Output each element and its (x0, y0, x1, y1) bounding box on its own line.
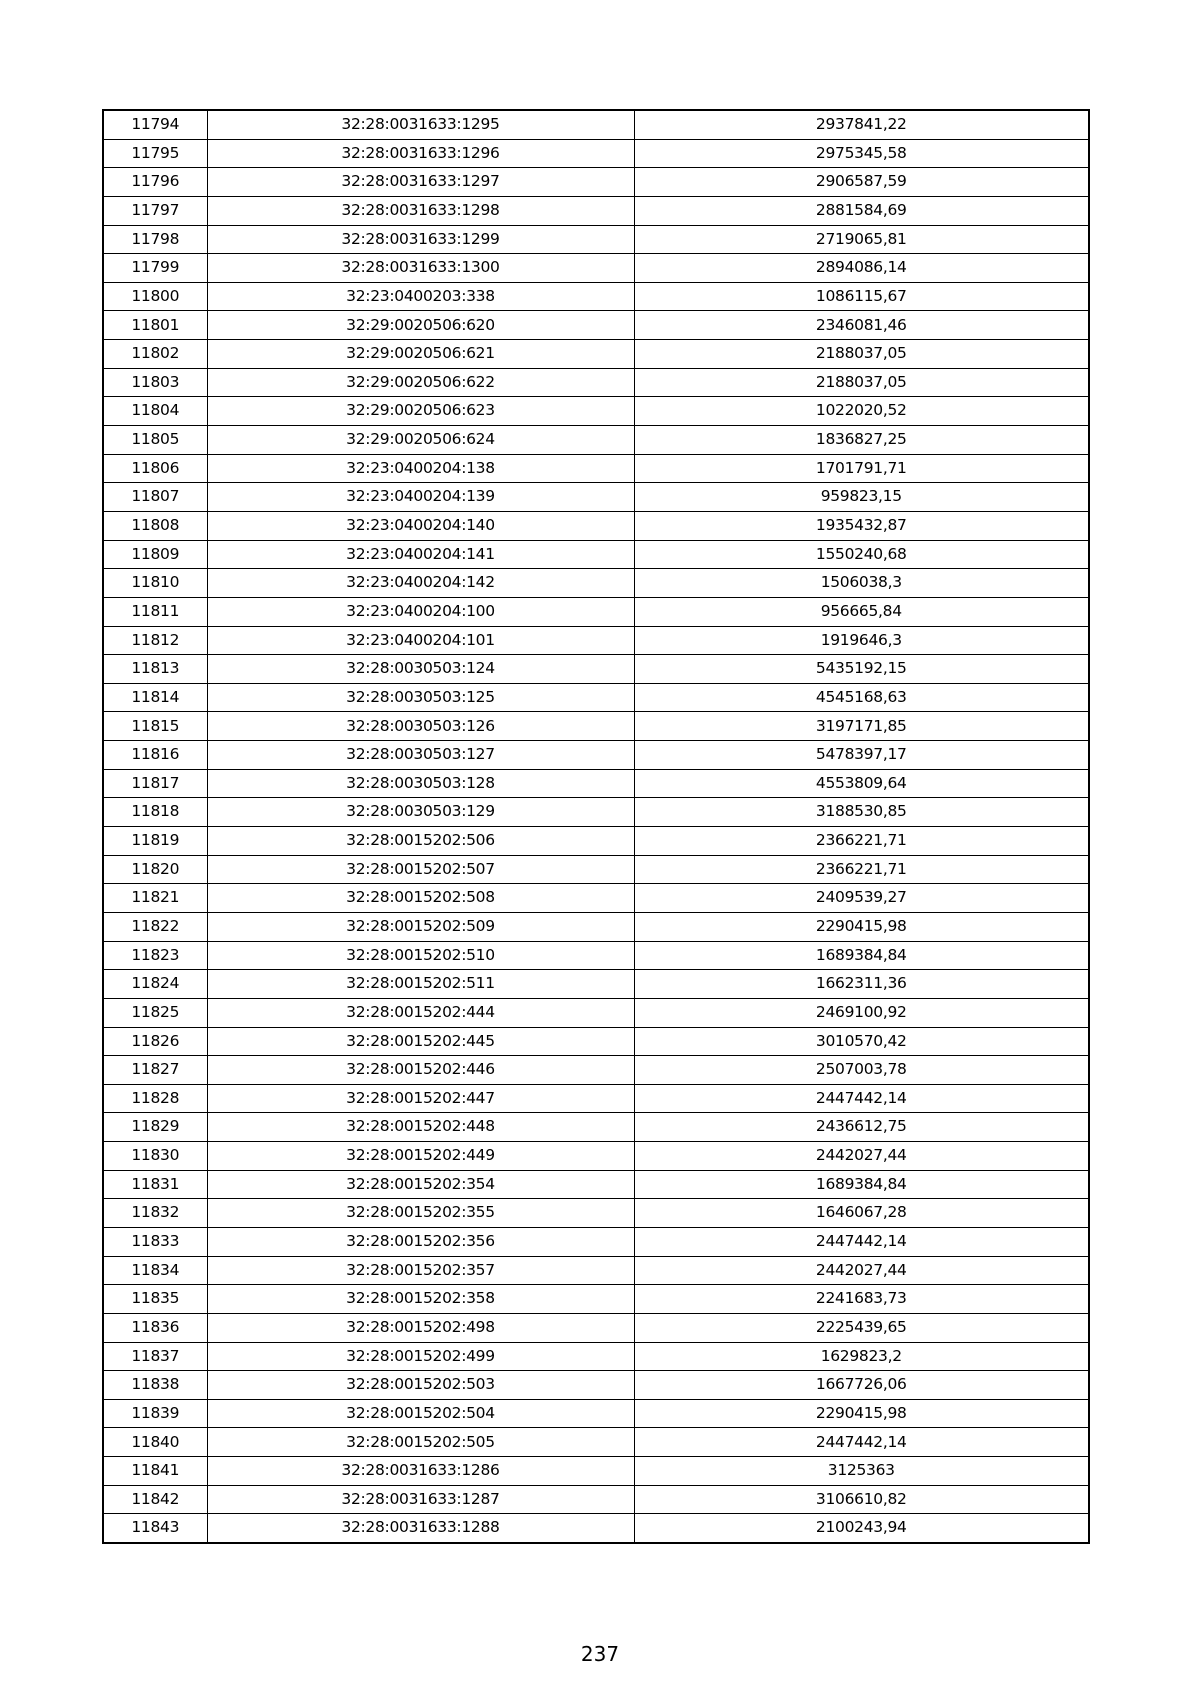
cadastral-number-cell: 32:28:0030503:129 (207, 798, 634, 827)
cadastral-number-cell: 32:28:0015202:503 (207, 1371, 634, 1400)
row-number-cell: 11842 (103, 1485, 207, 1514)
cadastral-number-cell: 32:28:0031633:1300 (207, 254, 634, 283)
table-row (103, 626, 1089, 655)
cadastral-value-cell: 2719065,81 (634, 225, 1089, 254)
row-number-cell: 11832 (103, 1199, 207, 1228)
cadastral-value-cell: 959823,15 (634, 483, 1089, 512)
cadastral-number-cell: 32:28:0031633:1298 (207, 196, 634, 225)
cadastral-number-cell: 32:23:0400203:338 (207, 282, 634, 311)
cadastral-value-cell: 2937841,22 (634, 110, 1089, 139)
cadastral-number-cell: 32:23:0400204:101 (207, 626, 634, 655)
cadastral-number-cell: 32:28:0031633:1295 (207, 110, 634, 139)
table-row (103, 1399, 1089, 1428)
cadastral-number-cell: 32:28:0015202:444 (207, 998, 634, 1027)
table-body (103, 110, 1089, 1543)
cadastral-number-cell: 32:28:0030503:128 (207, 769, 634, 798)
table-row (103, 998, 1089, 1027)
row-number-cell: 11803 (103, 368, 207, 397)
cadastral-number-cell: 32:23:0400204:140 (207, 511, 634, 540)
cadastral-number-cell: 32:28:0015202:499 (207, 1342, 634, 1371)
cadastral-value-cell: 2100243,94 (634, 1514, 1089, 1543)
table-row (103, 1428, 1089, 1457)
table-row (103, 511, 1089, 540)
table-row (103, 1199, 1089, 1228)
row-number-cell: 11813 (103, 655, 207, 684)
cadastral-number-cell: 32:23:0400204:139 (207, 483, 634, 512)
table-row (103, 597, 1089, 626)
cadastral-number-cell: 32:28:0015202:508 (207, 884, 634, 913)
cadastral-number-cell: 32:28:0015202:449 (207, 1142, 634, 1171)
cadastral-value-cell: 5478397,17 (634, 741, 1089, 770)
table-row (103, 311, 1089, 340)
table-row (103, 970, 1089, 999)
cadastral-number-cell: 32:28:0015202:511 (207, 970, 634, 999)
table-row (103, 1313, 1089, 1342)
cadastral-number-cell: 32:28:0015202:505 (207, 1428, 634, 1457)
cadastral-value-cell: 1689384,84 (634, 1170, 1089, 1199)
cadastral-number-cell: 32:28:0015202:510 (207, 941, 634, 970)
row-number-cell: 11834 (103, 1256, 207, 1285)
cadastral-value-cell: 1836827,25 (634, 426, 1089, 455)
table-row (103, 1084, 1089, 1113)
cadastral-value-cell: 2346081,46 (634, 311, 1089, 340)
row-number-cell: 11805 (103, 426, 207, 455)
row-number-cell: 11801 (103, 311, 207, 340)
cadastral-number-cell: 32:28:0030503:126 (207, 712, 634, 741)
row-number-cell: 11794 (103, 110, 207, 139)
cadastral-number-cell: 32:28:0015202:446 (207, 1056, 634, 1085)
row-number-cell: 11829 (103, 1113, 207, 1142)
table-row (103, 941, 1089, 970)
cadastral-value-cell: 3197171,85 (634, 712, 1089, 741)
table-row (103, 483, 1089, 512)
cadastral-number-cell: 32:29:0020506:623 (207, 397, 634, 426)
cadastral-value-cell: 2188037,05 (634, 340, 1089, 369)
cadastral-number-cell: 32:23:0400204:138 (207, 454, 634, 483)
row-number-cell: 11808 (103, 511, 207, 540)
table-row (103, 426, 1089, 455)
cadastral-number-cell: 32:28:0030503:127 (207, 741, 634, 770)
table-row (103, 1256, 1089, 1285)
row-number-cell: 11824 (103, 970, 207, 999)
row-number-cell: 11816 (103, 741, 207, 770)
row-number-cell: 11800 (103, 282, 207, 311)
table-row (103, 769, 1089, 798)
row-number-cell: 11802 (103, 340, 207, 369)
cadastral-value-cell: 1646067,28 (634, 1199, 1089, 1228)
row-number-cell: 11826 (103, 1027, 207, 1056)
table-row (103, 368, 1089, 397)
row-number-cell: 11810 (103, 569, 207, 598)
row-number-cell: 11807 (103, 483, 207, 512)
row-number-cell: 11835 (103, 1285, 207, 1314)
table-row (103, 540, 1089, 569)
cadastral-value-cell: 1667726,06 (634, 1371, 1089, 1400)
row-number-cell: 11823 (103, 941, 207, 970)
table-row (103, 454, 1089, 483)
table-row (103, 741, 1089, 770)
row-number-cell: 11815 (103, 712, 207, 741)
row-number-cell: 11818 (103, 798, 207, 827)
table-row (103, 1285, 1089, 1314)
cadastral-value-cell: 1662311,36 (634, 970, 1089, 999)
table-row (103, 1170, 1089, 1199)
table-row (103, 168, 1089, 197)
cadastral-value-cell: 2442027,44 (634, 1256, 1089, 1285)
cadastral-number-cell: 32:28:0031633:1299 (207, 225, 634, 254)
row-number-cell: 11822 (103, 912, 207, 941)
cadastral-number-cell: 32:28:0015202:358 (207, 1285, 634, 1314)
cadastral-number-cell: 32:28:0031633:1287 (207, 1485, 634, 1514)
cadastral-number-cell: 32:28:0031633:1288 (207, 1514, 634, 1543)
row-number-cell: 11820 (103, 855, 207, 884)
row-number-cell: 11838 (103, 1371, 207, 1400)
cadastral-value-cell: 1506038,3 (634, 569, 1089, 598)
row-number-cell: 11839 (103, 1399, 207, 1428)
table-row (103, 340, 1089, 369)
cadastral-value-cell: 3188530,85 (634, 798, 1089, 827)
cadastral-value-cell: 2366221,71 (634, 827, 1089, 856)
cadastral-value-cell: 1701791,71 (634, 454, 1089, 483)
cadastral-number-cell: 32:28:0031633:1296 (207, 139, 634, 168)
cadastral-value-cell: 1629823,2 (634, 1342, 1089, 1371)
page-number: 237 (580, 1642, 620, 1666)
table-row (103, 1113, 1089, 1142)
cadastral-number-cell: 32:29:0020506:624 (207, 426, 634, 455)
cadastral-number-cell: 32:28:0015202:354 (207, 1170, 634, 1199)
table-row (103, 1457, 1089, 1486)
cadastral-value-cell: 3125363 (634, 1457, 1089, 1486)
cadastral-value-cell: 2290415,98 (634, 1399, 1089, 1428)
cadastral-value-cell: 3106610,82 (634, 1485, 1089, 1514)
cadastral-number-cell: 32:23:0400204:100 (207, 597, 634, 626)
cadastral-value-cell: 2975345,58 (634, 139, 1089, 168)
table-row (103, 1027, 1089, 1056)
cadastral-value-cell: 2409539,27 (634, 884, 1089, 913)
cadastral-number-cell: 32:28:0015202:357 (207, 1256, 634, 1285)
row-number-cell: 11837 (103, 1342, 207, 1371)
cadastral-value-cell: 2241683,73 (634, 1285, 1089, 1314)
cadastral-number-cell: 32:28:0015202:506 (207, 827, 634, 856)
row-number-cell: 11833 (103, 1227, 207, 1256)
table-row (103, 225, 1089, 254)
row-number-cell: 11841 (103, 1457, 207, 1486)
table-row (103, 655, 1089, 684)
row-number-cell: 11817 (103, 769, 207, 798)
row-number-cell: 11796 (103, 168, 207, 197)
cadastral-value-cell: 2894086,14 (634, 254, 1089, 283)
table-row (103, 196, 1089, 225)
row-number-cell: 11795 (103, 139, 207, 168)
cadastral-value-cell: 2507003,78 (634, 1056, 1089, 1085)
cadastral-value-cell: 2366221,71 (634, 855, 1089, 884)
row-number-cell: 11831 (103, 1170, 207, 1199)
cadastral-value-cell: 1550240,68 (634, 540, 1089, 569)
cadastral-number-cell: 32:28:0030503:125 (207, 683, 634, 712)
cadastral-number-cell: 32:28:0015202:355 (207, 1199, 634, 1228)
cadastral-number-cell: 32:28:0030503:124 (207, 655, 634, 684)
table-row (103, 139, 1089, 168)
cadastral-number-cell: 32:28:0015202:448 (207, 1113, 634, 1142)
cadastral-number-cell: 32:28:0031633:1297 (207, 168, 634, 197)
row-number-cell: 11828 (103, 1084, 207, 1113)
row-number-cell: 11812 (103, 626, 207, 655)
cadastral-number-cell: 32:23:0400204:141 (207, 540, 634, 569)
row-number-cell: 11797 (103, 196, 207, 225)
cadastral-value-cell: 3010570,42 (634, 1027, 1089, 1056)
table-row (103, 683, 1089, 712)
table-row (103, 254, 1089, 283)
cadastral-value-cell: 2436612,75 (634, 1113, 1089, 1142)
cadastral-number-cell: 32:28:0015202:504 (207, 1399, 634, 1428)
table-row (103, 1485, 1089, 1514)
cadastral-value-cell: 2447442,14 (634, 1084, 1089, 1113)
cadastral-value-cell: 4545168,63 (634, 683, 1089, 712)
table-row (103, 855, 1089, 884)
cadastral-value-cell: 2447442,14 (634, 1227, 1089, 1256)
cadastral-value-cell: 4553809,64 (634, 769, 1089, 798)
table-row (103, 1514, 1089, 1543)
table-row (103, 912, 1089, 941)
cadastral-number-cell: 32:28:0015202:447 (207, 1084, 634, 1113)
cadastral-value-cell: 2881584,69 (634, 196, 1089, 225)
row-number-cell: 11827 (103, 1056, 207, 1085)
row-number-cell: 11804 (103, 397, 207, 426)
cadastral-number-cell: 32:29:0020506:620 (207, 311, 634, 340)
cadastral-value-cell: 2225439,65 (634, 1313, 1089, 1342)
row-number-cell: 11819 (103, 827, 207, 856)
cadastral-value-cell: 5435192,15 (634, 655, 1089, 684)
table-row (103, 569, 1089, 598)
table-row (103, 712, 1089, 741)
table-row (103, 1227, 1089, 1256)
row-number-cell: 11809 (103, 540, 207, 569)
cadastral-number-cell: 32:28:0015202:356 (207, 1227, 634, 1256)
row-number-cell: 11825 (103, 998, 207, 1027)
row-number-cell: 11799 (103, 254, 207, 283)
cadastral-number-cell: 32:23:0400204:142 (207, 569, 634, 598)
row-number-cell: 11811 (103, 597, 207, 626)
cadastral-value-cell: 1935432,87 (634, 511, 1089, 540)
table-row (103, 1371, 1089, 1400)
cadastral-number-cell: 32:28:0015202:507 (207, 855, 634, 884)
table-row (103, 1342, 1089, 1371)
row-number-cell: 11843 (103, 1514, 207, 1543)
row-number-cell: 11821 (103, 884, 207, 913)
cadastral-value-cell: 2188037,05 (634, 368, 1089, 397)
cadastral-number-cell: 32:28:0031633:1286 (207, 1457, 634, 1486)
table-row (103, 1056, 1089, 1085)
cadastral-value-cell: 1086115,67 (634, 282, 1089, 311)
cadastral-number-cell: 32:28:0015202:445 (207, 1027, 634, 1056)
cadastral-value-table (102, 109, 1090, 1544)
table-row (103, 110, 1089, 139)
cadastral-value-cell: 1022020,52 (634, 397, 1089, 426)
cadastral-value-cell: 2469100,92 (634, 998, 1089, 1027)
row-number-cell: 11840 (103, 1428, 207, 1457)
row-number-cell: 11806 (103, 454, 207, 483)
row-number-cell: 11836 (103, 1313, 207, 1342)
cadastral-value-cell: 1689384,84 (634, 941, 1089, 970)
cadastral-value-cell: 1919646,3 (634, 626, 1089, 655)
cadastral-number-cell: 32:29:0020506:622 (207, 368, 634, 397)
row-number-cell: 11830 (103, 1142, 207, 1171)
cadastral-value-cell: 2290415,98 (634, 912, 1089, 941)
cadastral-value-cell: 2906587,59 (634, 168, 1089, 197)
cadastral-value-cell: 956665,84 (634, 597, 1089, 626)
table-row (103, 884, 1089, 913)
cadastral-number-cell: 32:28:0015202:509 (207, 912, 634, 941)
table-row (103, 827, 1089, 856)
cadastral-value-cell: 2442027,44 (634, 1142, 1089, 1171)
row-number-cell: 11814 (103, 683, 207, 712)
table-row (103, 282, 1089, 311)
row-number-cell: 11798 (103, 225, 207, 254)
cadastral-number-cell: 32:29:0020506:621 (207, 340, 634, 369)
table-row (103, 397, 1089, 426)
cadastral-number-cell: 32:28:0015202:498 (207, 1313, 634, 1342)
cadastral-value-cell: 2447442,14 (634, 1428, 1089, 1457)
table-row (103, 1142, 1089, 1171)
table-row (103, 798, 1089, 827)
